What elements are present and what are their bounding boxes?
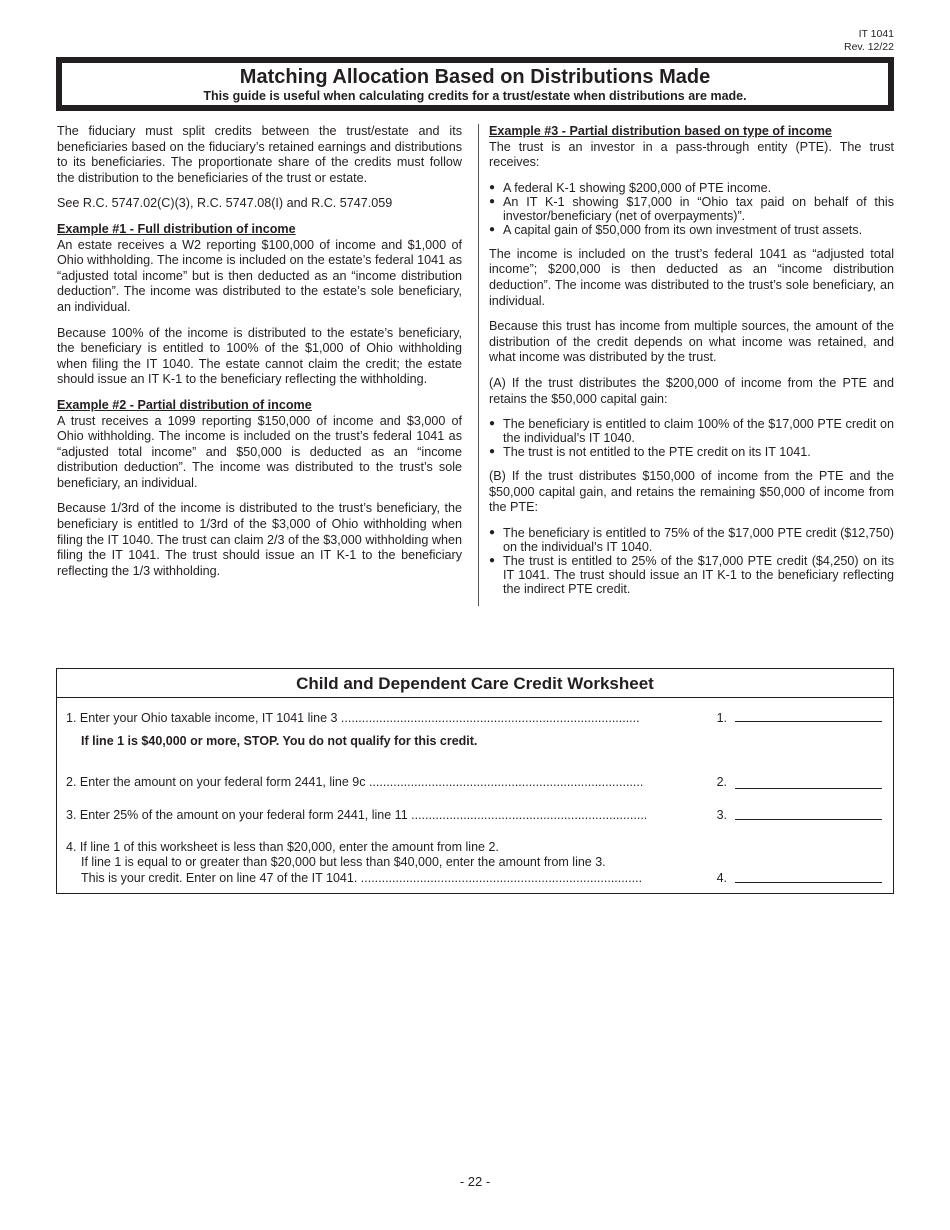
example3-heading: Example #3 - Partial distribution based on type of income bbox=[489, 124, 832, 138]
example1-heading: Example #1 - Full distribution of income bbox=[57, 221, 296, 236]
example2-paragraph2: Because 1/3rd of the income is distributed to the trust’s beneficiary, the beneficiary is entitled to 1/3rd of the $3,000 of Ohio withholding when filing the IT 1040. The trust can claim 2/3 of the $3,000 withholding when filing the IT 1041. The trust should issue an IT K-1 to the beneficiary reflecting the 1/3 withholding. bbox=[57, 501, 462, 578]
case-a: (A) If the trust distributes the $200,000 of income from the PTE and retains the $50,000 capital gain: bbox=[489, 375, 894, 406]
example2-text: A trust receives a 1099 reporting $150,000 of income and $3,000 of Ohio withholding. The income is included on the trust’s federal 1041 as “adjusted total income” and $50,000 is deducted as an “income distribution deduction”. The income was distributed to the trust’s sole beneficiary, an individual. bbox=[57, 413, 462, 490]
list-item: ● The beneficiary is entitled to 75% of the $17,000 PTE credit ($12,750) on the individual’s IT 1040. bbox=[489, 526, 894, 554]
title-box-inner bbox=[62, 63, 888, 105]
page-title: Matching Allocation Based on Distributions Made bbox=[239, 66, 711, 88]
column-divider bbox=[478, 124, 479, 606]
form-identifier bbox=[844, 28, 894, 54]
page-subtitle: This guide is useful when calculating credits for a trust/estate when distributions are made. bbox=[203, 89, 747, 103]
example1-paragraph2: Because 100% of the income is distributed to the estate’s beneficiary, the beneficiary is entitled to 100% of the $1,000 of Ohio withholding when filing the IT 1040. The estate cannot claim the credit; the estate should issue an IT K-1 to the beneficiary reflecting the withholding. bbox=[57, 325, 462, 387]
example1 bbox=[57, 222, 462, 316]
case-b: (B) If the trust distributes $150,000 of income from the PTE and the $50,000 capital gain, and retains the remaining $50,000 of income from the PTE: bbox=[489, 469, 894, 515]
worksheet-line2-number: 2. bbox=[716, 775, 727, 789]
left-column bbox=[57, 124, 462, 589]
worksheet-line3-number: 3. bbox=[716, 808, 727, 822]
worksheet-line3-label: 3. Enter 25% of the amount on your federal form 2441, line 11 .................................................................... bbox=[66, 808, 648, 822]
case-b-list bbox=[489, 526, 894, 596]
example3 bbox=[489, 124, 894, 171]
worksheet-line4-field[interactable] bbox=[735, 868, 882, 883]
example1-text: An estate receives a W2 reporting $100,000 of income and $1,000 of Ohio withholding. The income is included on the estate’s federal 1041 as “adjusted total income” but is then deducted as an “income distribution deduction”. The income was distributed to the estate’s sole beneficiary, an individual. bbox=[57, 237, 462, 314]
worksheet-line4-label: 4. If line 1 of this worksheet is less than $20,000, enter the amount from line 2. bbox=[66, 840, 499, 854]
receipts-list bbox=[489, 181, 894, 237]
worksheet-line1-field[interactable] bbox=[735, 707, 882, 722]
example2 bbox=[57, 398, 462, 492]
income-paragraph: The income is included on the trust’s federal 1041 as “adjusted total income”; $200,000 is then deducted as an “income distribution deduction”. The income was distributed to the trust’s sole beneficiary, an individual. bbox=[489, 246, 894, 308]
rc-reference: See R.C. 5747.02(C)(3), R.C. 5747.08(I) and R.C. 5747.059 bbox=[57, 196, 393, 211]
title-box bbox=[56, 57, 894, 111]
form-id: IT 1041 bbox=[858, 28, 894, 40]
worksheet-line1-note: If line 1 is $40,000 or more, STOP. You do not qualify for this credit. bbox=[81, 734, 478, 748]
list-item: ● A capital gain of $50,000 from its own investment of trust assets. bbox=[489, 223, 894, 237]
list-item: ● An IT K-1 showing $17,000 in “Ohio tax paid on behalf of this investor/beneficiary (net of overpayments)”. bbox=[489, 195, 894, 223]
revision-date: Rev. 12/22 bbox=[843, 41, 894, 53]
worksheet-line4-number: 4. bbox=[716, 871, 727, 885]
worksheet-line3-field[interactable] bbox=[735, 805, 882, 820]
right-column bbox=[489, 124, 894, 606]
worksheet-line1-number: 1. bbox=[716, 711, 727, 725]
list-item: ● The trust is entitled to 25% of the $17,000 PTE credit ($4,250) on its IT 1041. The trust should issue an IT K-1 to the beneficiary reflecting the indirect PTE credit. bbox=[489, 554, 894, 596]
list-item: ● The trust is not entitled to the PTE credit on its IT 1041. bbox=[489, 445, 894, 459]
worksheet-line1-label: 1. Enter your Ohio taxable income, IT 1041 line 3 ...................................................................................... bbox=[66, 711, 640, 725]
worksheet-line4-condition: If line 1 is equal to or greater than $20,000 but less than $40,000, enter the amount from line 3. bbox=[81, 855, 606, 869]
case-a-list bbox=[489, 417, 894, 459]
multiple-sources-paragraph: Because this trust has income from multiple sources, the amount of the distribution of the credit depends on what income was retained, and what income was distributed by the trust. bbox=[489, 319, 894, 365]
worksheet-line2-label: 2. Enter the amount on your federal form 2441, line 9c ............................................................................... bbox=[66, 775, 644, 789]
worksheet-line4-instruction: This is your credit. Enter on line 47 of the IT 1041. ................................................................................. bbox=[81, 871, 643, 885]
intro-paragraph: The fiduciary must split credits between the trust/estate and its beneficiaries based on the fiduciary’s retained earnings and distributions to its beneficiaries. The proportionate share of the credits must follow the distribution to the beneficiaries of the trust or estate. bbox=[57, 124, 462, 185]
care-credit-worksheet bbox=[56, 668, 894, 894]
list-item: ● The beneficiary is entitled to claim 100% of the $17,000 PTE credit on the individual’s IT 1040. bbox=[489, 417, 894, 445]
example2-heading: Example #2 - Partial distribution of income bbox=[57, 397, 312, 412]
page-number: - 22 - bbox=[459, 1174, 491, 1189]
worksheet-line2-field[interactable] bbox=[735, 774, 882, 789]
list-item: ● A federal K-1 showing $200,000 of PTE income. bbox=[489, 181, 894, 195]
worksheet-title: Child and Dependent Care Credit Worksheet bbox=[57, 669, 893, 698]
example3-intro: The trust is an investor in a pass-through entity (PTE). The trust receives: bbox=[489, 139, 894, 170]
